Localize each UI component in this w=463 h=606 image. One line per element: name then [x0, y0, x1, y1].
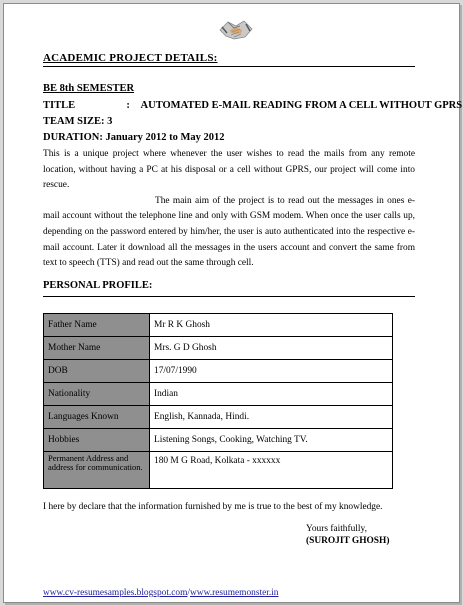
title-label: TITLE: [43, 100, 76, 111]
profile-label: Mother Name: [44, 337, 150, 360]
table-row: [44, 337, 393, 360]
footer-separator: /: [187, 588, 191, 598]
declaration: I here by declare that the information furnished by me is true to the best of my knowledge.: [43, 502, 383, 512]
profile-label: Nationality: [44, 383, 150, 406]
table-row: [44, 314, 393, 337]
top-rule: [43, 66, 415, 67]
resume-page: [3, 3, 463, 603]
profile-value: Mr R K Ghosh: [150, 314, 393, 337]
profile-label: Father Name: [44, 314, 150, 337]
profile-value: 180 M G Road, Kolkata - xxxxxx: [150, 452, 393, 489]
closing: Yours faithfully,: [306, 524, 367, 534]
profile-label: Languages Known: [44, 406, 150, 429]
project-title: AUTOMATED E-MAIL READING FROM A CELL WITHOUT GPRS: [140, 100, 463, 111]
table-row: [44, 429, 393, 452]
signature-name: (SUROJIT GHOSH): [306, 536, 390, 546]
description-paragraph-2: The main aim of the project is to read out the messages in ones e-mail account without the telephone line and only with GSM modem. When once the user calls up, depending on the password entered by him/her, the user is auto authenticated into the respective e-mail account. Later it download all the messages in the users account and convert the same from text to speech (TTS) and read out the same through cell.: [43, 195, 415, 269]
personal-profile-table: [43, 313, 393, 489]
profile-label: DOB: [44, 360, 150, 383]
title-separator: :: [126, 100, 130, 111]
profile-value: 17/07/1990: [150, 360, 393, 383]
handshake-icon: [218, 14, 254, 44]
table-row: [44, 452, 393, 489]
profile-value: English, Kannada, Hindi.: [150, 406, 393, 429]
team-size: TEAM SIZE: 3: [43, 116, 113, 127]
section-title: ACADEMIC PROJECT DETAILS:: [43, 52, 218, 64]
profile-value: Indian: [150, 383, 393, 406]
footer-link-resumemonster[interactable]: www.resumemonster.in: [190, 588, 279, 598]
table-row: [44, 406, 393, 429]
duration: DURATION: January 2012 to May 2012: [43, 132, 225, 143]
section-heading: [43, 52, 415, 64]
project-title-row: [43, 100, 462, 111]
project-description: [43, 147, 415, 272]
profile-value: Mrs. G D Ghosh: [150, 337, 393, 360]
profile-heading: PERSONAL PROFILE:: [43, 280, 153, 291]
profile-rule: [43, 296, 415, 297]
profile-label: Hobbies: [44, 429, 150, 452]
table-row: [44, 360, 393, 383]
description-paragraph-1: This is a unique project where whenever the user wishes to read the mails from any remote location, without having a PC at his disposal or a cell without GPRS, our project will come into rescue.: [43, 149, 415, 191]
footer-links: [43, 588, 278, 598]
semester-heading: BE 8th SEMESTER: [43, 83, 135, 94]
footer-link-blogspot[interactable]: www.cv-resumesamples.blogspot.com: [43, 588, 188, 598]
table-row: [44, 383, 393, 406]
profile-label: Permanent Address and address for communication.: [44, 452, 150, 489]
profile-value: Listening Songs, Cooking, Watching TV.: [150, 429, 393, 452]
